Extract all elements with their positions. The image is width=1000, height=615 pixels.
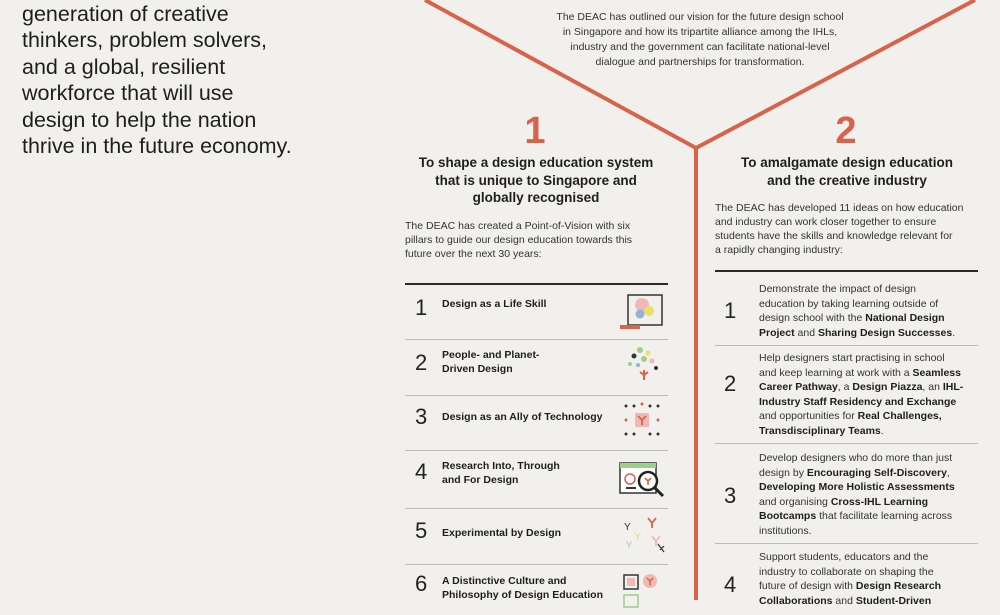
pillar-number: 6 (415, 571, 428, 596)
paragraph-line: The DEAC has created a Point-of-Vision with six (405, 220, 631, 232)
paragraph-line: future over the next 30 years: (405, 248, 542, 260)
section-number-1: 1 (524, 110, 546, 152)
pillar-label-line: Design as a Life Skill (442, 298, 547, 310)
section-1-paragraph (405, 219, 668, 261)
pillar-label-line: Driven Design (442, 363, 513, 375)
divider (405, 450, 668, 451)
section-number-2: 2 (835, 110, 857, 152)
idea-number: 2 (724, 371, 737, 396)
svg-text:Y: Y (634, 531, 642, 543)
idea-number: 1 (724, 298, 737, 323)
divider (715, 345, 978, 346)
pillar-label-line: People- and Planet- (442, 349, 540, 361)
intro-line: workforce that will use (22, 81, 234, 105)
scattered-letters-icon (618, 514, 666, 554)
pillar-label-line: Research Into, Through (442, 460, 560, 472)
intro-line: design to help the nation (22, 107, 257, 132)
vision-description (530, 10, 870, 70)
idea-number: 3 (724, 483, 737, 508)
pillar-label (442, 574, 603, 602)
pillar-label (442, 526, 561, 540)
pillar-item (405, 400, 668, 446)
idea-number: 4 (724, 572, 737, 597)
heading-line: that is unique to Singapore and (435, 172, 637, 188)
pillar-label-line: Experimental by Design (442, 527, 562, 539)
idea-text: Help designers start practising in school and keep learning at work with a Seamless Career Pathway, a Design Piazza, an IHL- Industry Staff Residency and Exchange and opportunities for Real Challenges, Transdisciplinary Teams. (759, 352, 964, 437)
pillar-number: 4 (415, 459, 428, 484)
tree-dots-icon (618, 344, 666, 384)
divider (405, 564, 668, 565)
paragraph-line: pillars to guide our design education towards this (405, 234, 633, 246)
intro-line: thinkers, problem solvers, (22, 28, 267, 52)
section-2-paragraph (715, 201, 978, 257)
idea-text: Support students, educators and the industry to collaborate on shaping the future of design with Design Research Collaborations and Student-Driven (759, 551, 942, 607)
pillar-label (442, 297, 546, 311)
divider (405, 339, 668, 340)
idea-item (715, 282, 978, 342)
intro-line: generation of creative (22, 1, 229, 26)
paragraph-line: The DEAC has developed 11 ideas on how education (715, 202, 964, 214)
intro-text (22, 0, 312, 160)
section-1-rule (405, 283, 668, 285)
idea-item (715, 451, 978, 539)
svg-text:Y: Y (626, 540, 633, 550)
vision-line: The DEAC has outlined our vision for the future design school (556, 11, 844, 23)
idea-item (715, 550, 978, 610)
pillar-number: 3 (415, 404, 428, 429)
pillar-item (405, 569, 668, 615)
paragraph-line: and industry can work closer together to ensure (715, 216, 937, 228)
pillar-item (405, 457, 668, 503)
heading-line: To amalgamate design education (740, 155, 954, 170)
heading-line: globally recognised (472, 190, 600, 205)
magnifier-browser-icon (618, 459, 666, 499)
vision-line: in Singapore and how its tripartite alliance among the IHLs, (562, 26, 838, 38)
pillar-label-line: Design as an Ally of Technology (442, 411, 603, 423)
pillar-label-line: A Distinctive Culture and (442, 575, 567, 587)
pillar-label (442, 459, 560, 487)
paragraph-line: students have the skills and knowledge relevant for (715, 230, 953, 242)
divider (405, 508, 668, 509)
section-2-heading (710, 154, 984, 189)
section-2-rule (715, 270, 978, 272)
pillar-item (405, 344, 668, 390)
divider (715, 543, 978, 544)
heading-line: To shape a design education system (418, 155, 654, 170)
vision-line: industry and the government can facilitate national-level (570, 41, 830, 53)
section-1-heading (400, 154, 672, 207)
pillar-item (405, 514, 668, 560)
idea-item (715, 351, 978, 439)
idea-text: Demonstrate the impact of design education by taking learning outside of design school with the National Design Project and Sharing Design Successes. (759, 283, 956, 339)
pillar-item (405, 291, 668, 337)
pillar-number: 2 (415, 350, 428, 375)
divider (715, 443, 978, 444)
pillar-number: 5 (415, 518, 428, 543)
pillar-number: 1 (415, 295, 428, 320)
circuit-grid-icon (618, 400, 666, 440)
heading-line: and the creative industry (767, 172, 927, 188)
intro-line: thrive in the future economy. (22, 134, 292, 158)
divider (405, 395, 668, 396)
frames-icon (618, 569, 666, 609)
pillar-label (442, 348, 539, 376)
intro-line: and a global, resilient (22, 54, 226, 79)
idea-text: Develop designers who do more than just design by Encouraging Self-Discovery, Developing More Holistic Assessments and organising Cross-IHL Learning Bootcamps that facilitate learning across institutions. (759, 452, 955, 537)
book-shapes-icon (618, 291, 666, 331)
pillar-label-line: and For Design (442, 474, 519, 486)
pillar-label (442, 410, 602, 424)
paragraph-line: a rapidly changing industry: (715, 244, 843, 256)
pillar-label-line: Philosophy of Design Education (442, 589, 604, 601)
vision-line: dialogue and partnerships for transformation. (595, 56, 805, 68)
svg-text:Y: Y (624, 522, 631, 533)
